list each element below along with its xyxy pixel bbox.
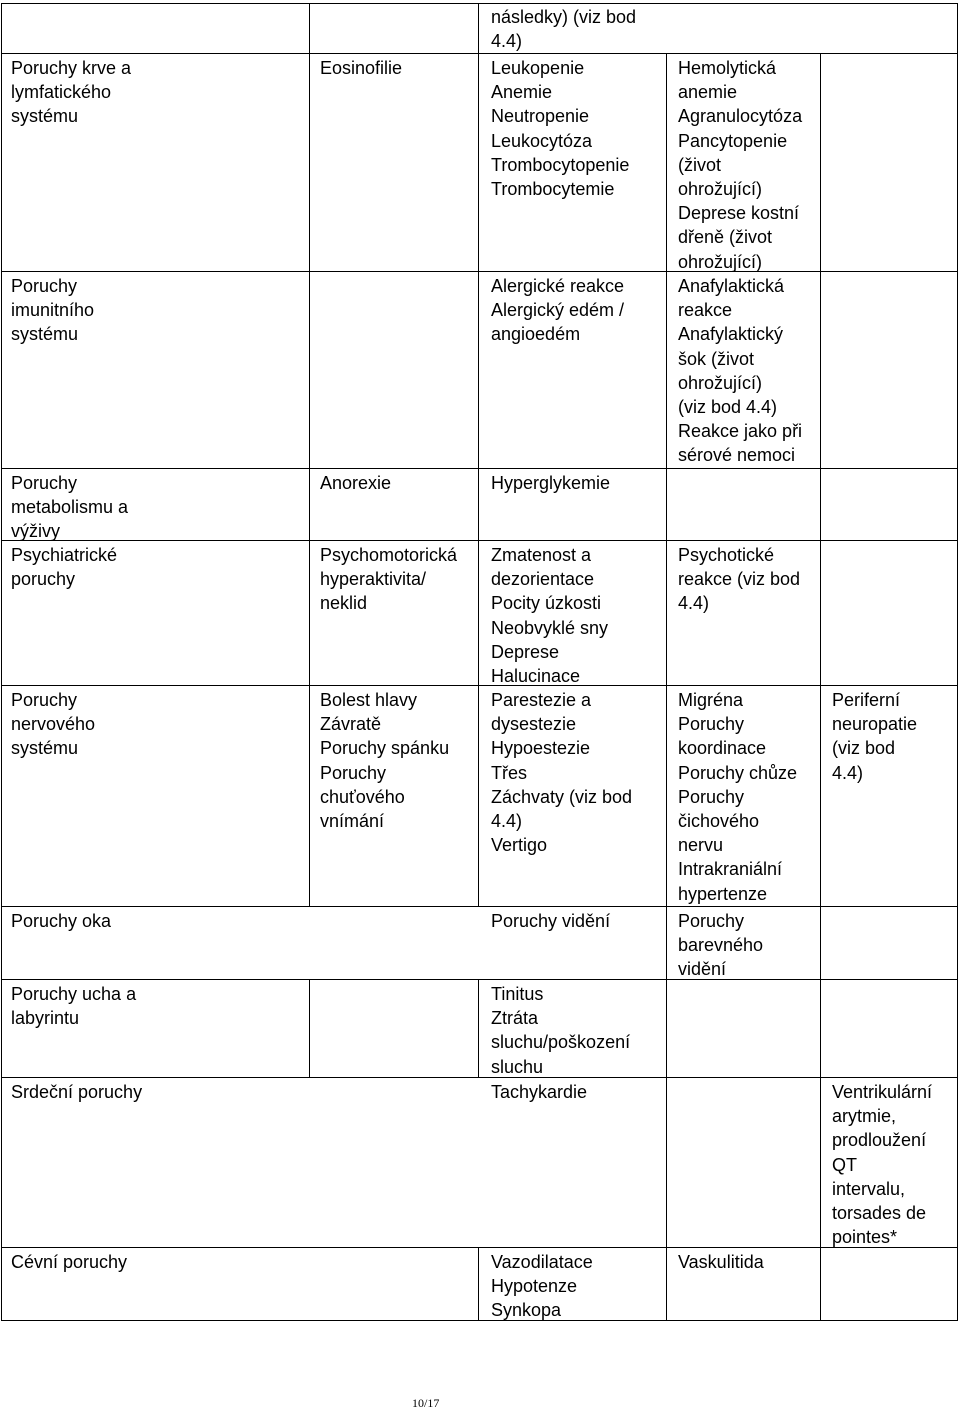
very-rare-reactions: Periferní neuropatie (viz bod 4.4): [832, 690, 918, 783]
table-rule: [666, 53, 667, 1321]
common-reactions: Bolest hlavy Závratě Poruchy spánku Poruchy chuťového vnímání: [320, 690, 450, 832]
uncommon-reactions: Tachykardie: [491, 1082, 588, 1102]
organ-class-label: Poruchy krve a lymfatického systému: [11, 58, 132, 127]
organ-class-label: Poruchy imunitního systému: [11, 276, 95, 345]
uncommon-reactions: Hyperglykemie: [491, 473, 611, 493]
carryover-text: následky) (viz bod 4.4): [491, 7, 637, 52]
table-rule: [478, 3, 479, 907]
table-rule: [1, 685, 958, 686]
uncommon-reactions: Alergické reakce Alergický edém / angioedém: [491, 276, 625, 345]
table-rule: [1, 1247, 958, 1248]
table-rule: [1, 3, 2, 1321]
table-rule: [478, 1247, 479, 1321]
common-reactions: Eosinofilie: [320, 58, 403, 78]
rare-reactions: Vaskulitida: [678, 1252, 764, 1272]
table-rule: [1, 3, 958, 4]
organ-class-label: Poruchy oka: [11, 911, 112, 931]
rare-reactions: Anafylaktická reakce Anafylaktický šok (život ohrožující) (viz bod 4.4) Reakce jako při sérové nemoci: [678, 276, 803, 466]
table-rule: [957, 3, 958, 1321]
organ-class-label: Srdeční poruchy: [11, 1082, 143, 1102]
organ-class-label: Poruchy ucha a labyrintu: [11, 984, 137, 1029]
organ-class-label: Cévní poruchy: [11, 1252, 128, 1272]
common-reactions: Anorexie: [320, 473, 392, 493]
rare-reactions: Migréna Poruchy koordinace Poruchy chůze Poruchy čichového nervu Intrakraniální hypertenze: [678, 690, 798, 904]
table-rule: [1, 53, 958, 54]
table-rule: [1, 1077, 958, 1078]
rare-reactions: Hemolytická anemie Agranulocytóza Pancytopenie (život ohrožující) Deprese kostní dřeně (život ohrožující): [678, 58, 803, 272]
table-rule: [820, 53, 821, 1321]
table-rule: [309, 3, 310, 907]
common-reactions: Psychomotorická hyperaktivita/ neklid: [320, 545, 458, 614]
uncommon-reactions: Tinitus Ztráta sluchu/poškození sluchu: [491, 984, 631, 1077]
table-rule: [309, 979, 310, 1078]
table-rule: [1, 1320, 958, 1321]
organ-class-label: Poruchy metabolismu a výživy: [11, 473, 129, 542]
uncommon-reactions: Leukopenie Anemie Neutropenie Leukocytóza Trombocytopenie Trombocytemie: [491, 58, 630, 200]
page-number: 10/17: [412, 1396, 440, 1410]
rare-reactions: Psychotické reakce (viz bod 4.4): [678, 545, 801, 614]
rare-reactions: Poruchy barevného vidění: [678, 911, 764, 980]
uncommon-reactions: Vazodilatace Hypotenze Synkopa: [491, 1252, 593, 1321]
table-rule: [1, 906, 958, 907]
adverse-reactions-table: [1, 3, 958, 1321]
uncommon-reactions: Poruchy vidění: [491, 911, 611, 931]
uncommon-reactions: Parestezie a dysestezie Hypoestezie Třes Záchvaty (viz bod 4.4) Vertigo: [491, 690, 633, 856]
organ-class-label: Psychiatrické poruchy: [11, 545, 118, 590]
organ-class-label: Poruchy nervového systému: [11, 690, 96, 759]
table-rule: [478, 979, 479, 1078]
very-rare-reactions: Ventrikulární arytmie, prodloužení QT intervalu, torsades de pointes*: [832, 1082, 933, 1248]
uncommon-reactions: Zmatenost a dezorientace Pocity úzkosti Neobvyklé sny Deprese Halucinace: [491, 545, 609, 687]
table-rule: [1, 468, 958, 469]
